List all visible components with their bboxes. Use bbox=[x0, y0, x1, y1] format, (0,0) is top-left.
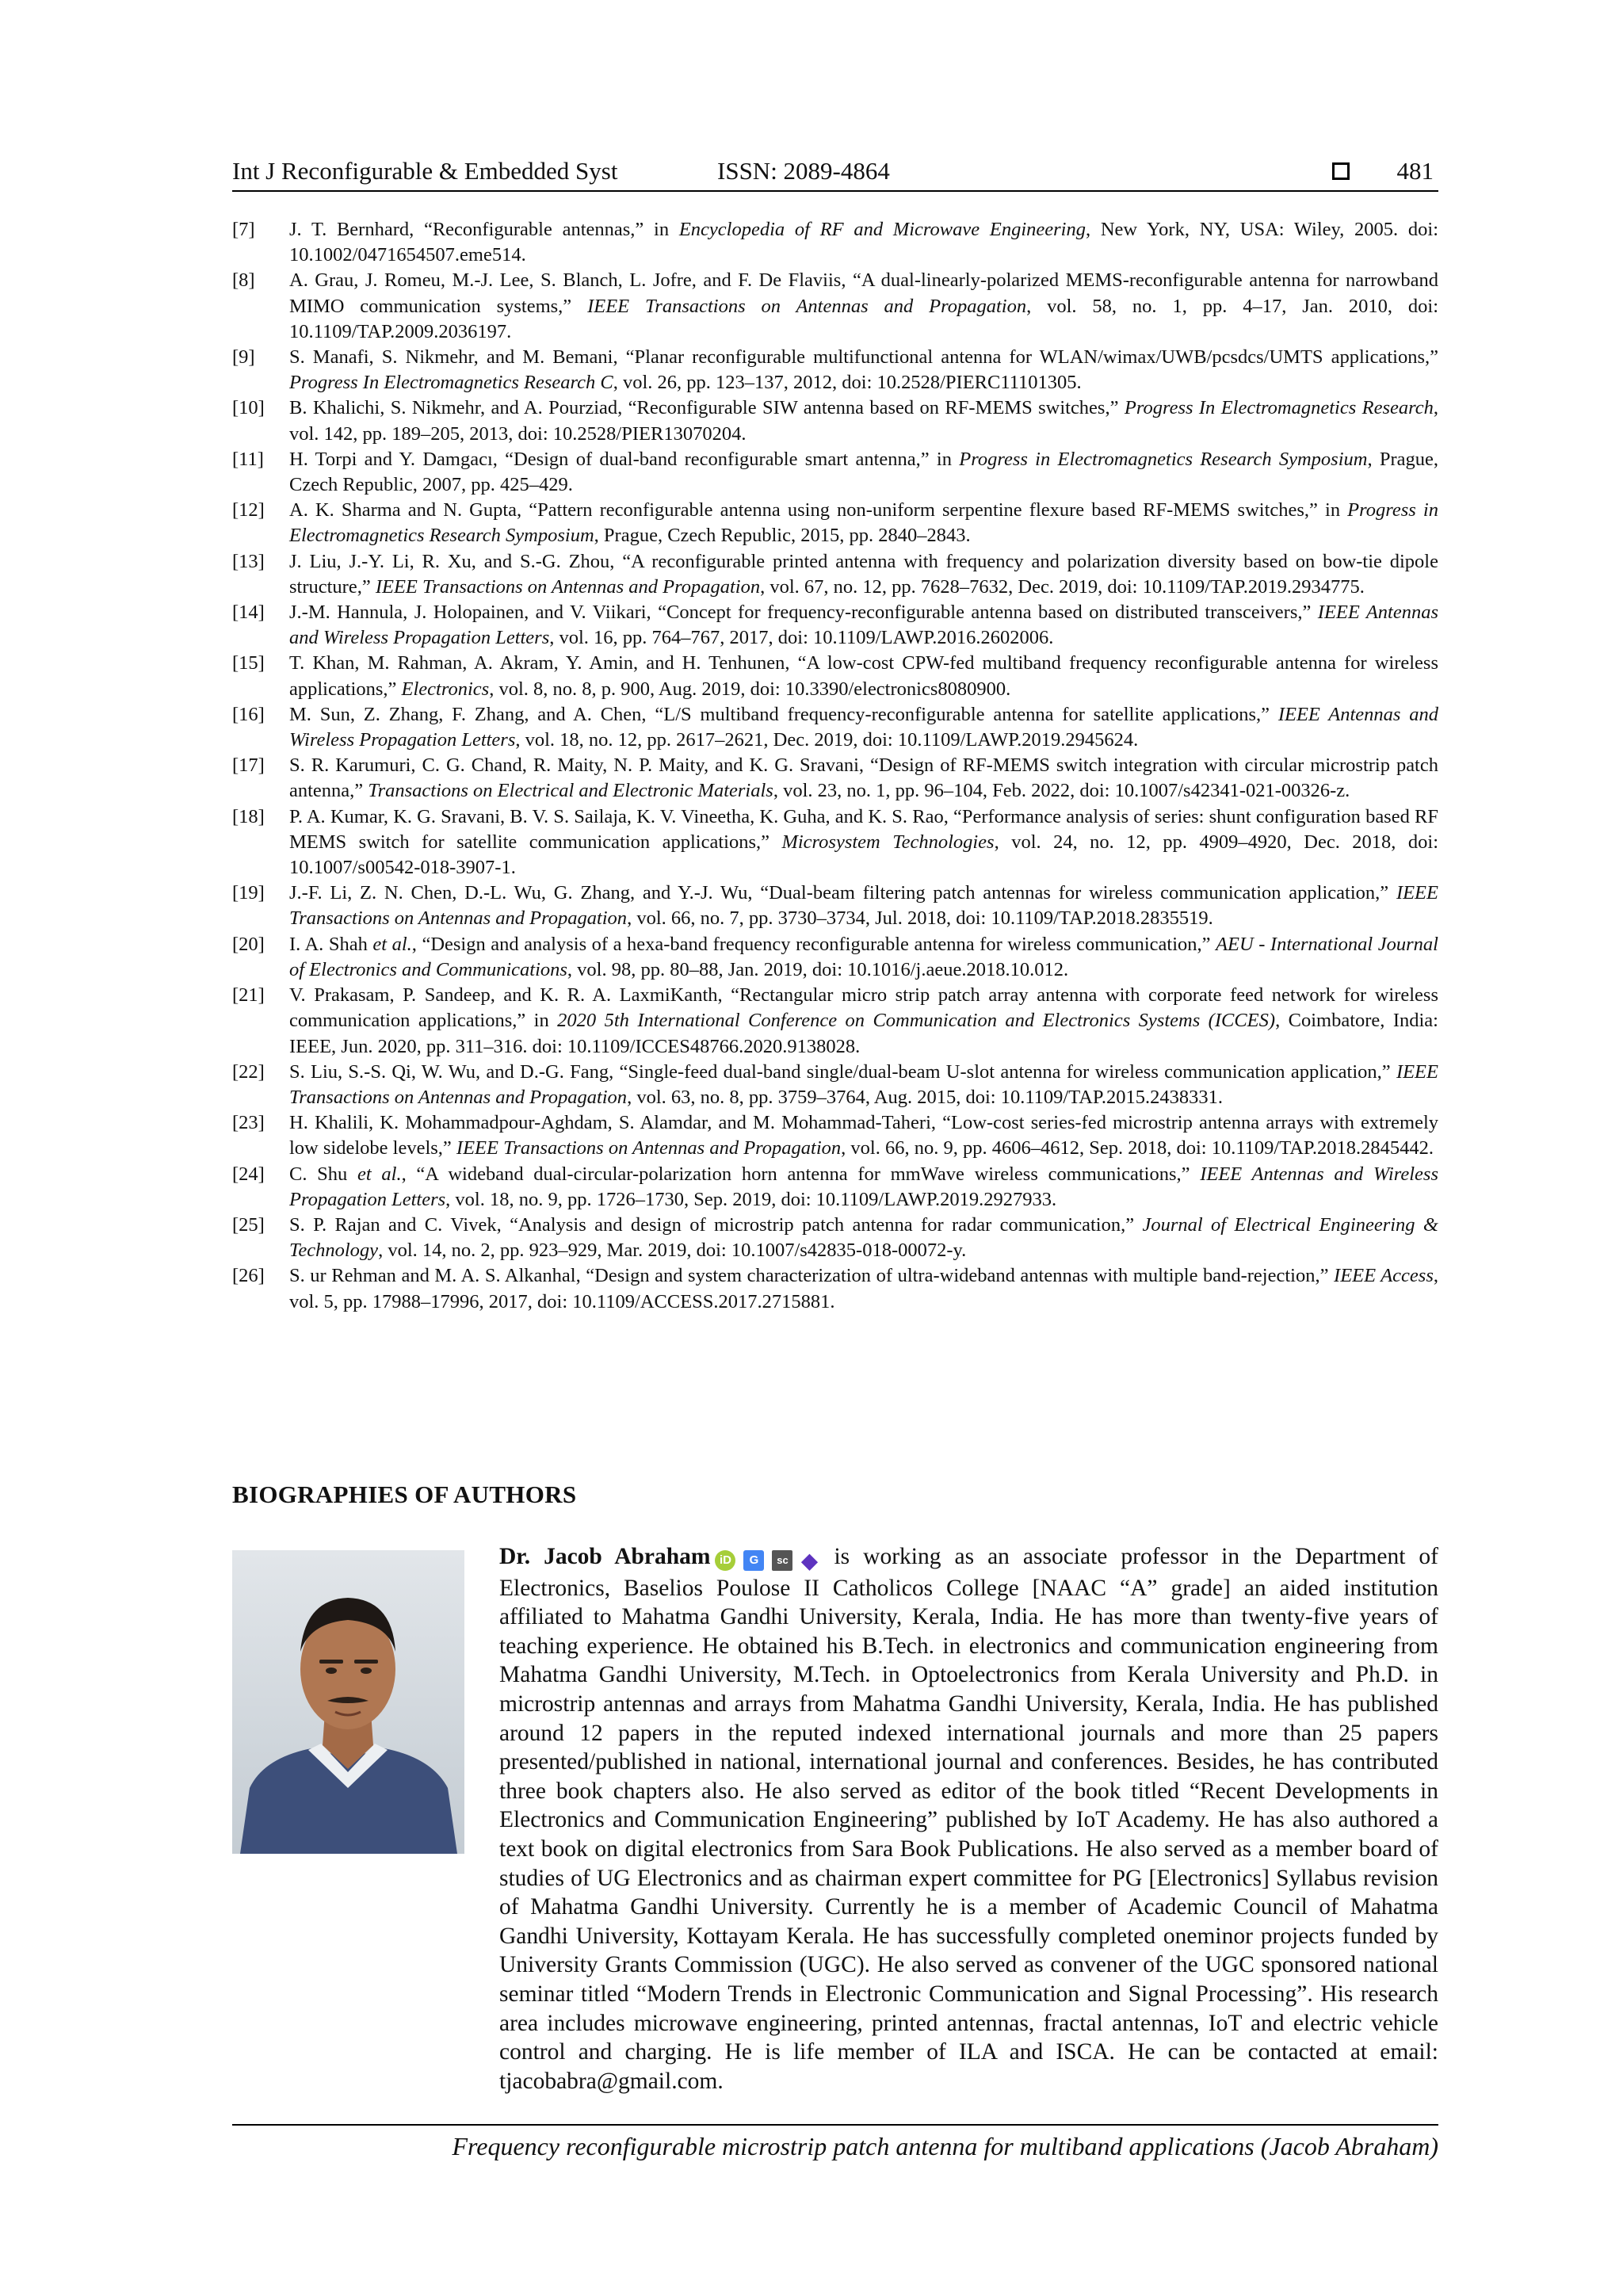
running-header bbox=[232, 155, 1438, 192]
reference-italic-segment: et al. bbox=[357, 1163, 402, 1185]
reference-segment: , Prague, Czech Republic, 2015, pp. 2840–2843. bbox=[594, 525, 971, 547]
reference-italic-segment: Journal of Electrical Engineering & Technology bbox=[289, 1213, 1438, 1262]
reference-number: [19] bbox=[232, 882, 265, 904]
reference-item bbox=[232, 395, 1438, 446]
reference-number: [9] bbox=[232, 346, 255, 369]
web-of-science-icon[interactable]: ◆ bbox=[801, 1549, 818, 1573]
orcid-icon[interactable]: iD bbox=[715, 1550, 735, 1571]
reference-item bbox=[232, 1110, 1438, 1161]
reference-segment: S. Liu, S.-S. Qi, W. Wu, and D.-G. Fang, “Single-feed dual-band single/dual-beam U-slot antenna for wireless communication application,” bbox=[289, 1060, 1396, 1083]
reference-segment: J. Liu, J.-Y. Li, R. Xu, and S.-G. Zhou, “A reconfigurable printed antenna with frequency and polarization diversity based on bow-tie dipole structure,” bbox=[289, 550, 1438, 598]
reference-italic-segment: Transactions on Electrical and Electronic Materials bbox=[368, 780, 773, 802]
reference-number: [22] bbox=[232, 1060, 265, 1083]
reference-italic-segment: Progress In Electromagnetics Research bbox=[1124, 397, 1434, 419]
reference-text bbox=[289, 753, 1438, 804]
section-heading: BIOGRAPHIES OF AUTHORS bbox=[232, 1480, 577, 1508]
reference-item bbox=[232, 651, 1438, 701]
reference-number: [17] bbox=[232, 755, 265, 777]
reference-number: [24] bbox=[232, 1163, 265, 1185]
scopus-icon[interactable]: sc bbox=[772, 1550, 792, 1571]
reference-list bbox=[232, 217, 1438, 1315]
reference-item bbox=[232, 345, 1438, 395]
reference-segment: S. Manafi, S. Nikmehr, and M. Bemani, “Planar reconfigurable multifunctional antenna for WLAN/wimax/UWB/pcsdcs/UMTS applications,” bbox=[289, 346, 1438, 369]
author-photo bbox=[232, 1550, 464, 1854]
reference-segment: , vol. 67, no. 12, pp. 7628–7632, Dec. 2019, doi: 10.1109/TAP.2019.2934775. bbox=[760, 575, 1365, 598]
reference-segment: , vol. 26, pp. 123–137, 2012, doi: 10.2528/PIERC11101305. bbox=[613, 372, 1082, 394]
reference-segment: S. P. Rajan and C. Vivek, “Analysis and design of microstrip patch antenna for radar communication,” bbox=[289, 1213, 1143, 1236]
reference-item bbox=[232, 1213, 1438, 1263]
reference-italic-segment: Microsystem Technologies bbox=[781, 831, 995, 853]
reference-italic-segment: Progress in Electromagnetics Research Symposium bbox=[959, 448, 1368, 470]
reference-segment: , “Design and analysis of a hexa-band frequency reconfigurable antenna for wireless communication,” bbox=[411, 933, 1216, 955]
reference-segment: , “A wideband dual-circular-polarization horn antenna for mmWave wireless communications,” bbox=[401, 1163, 1201, 1185]
reference-segment: M. Sun, Z. Zhang, F. Zhang, and A. Chen, “L/S multiband frequency-reconfigurable antenna for satellite applications,” bbox=[289, 703, 1278, 725]
reference-segment: V. Prakasam, P. Sandeep, and K. R. A. LaxmiKanth, “Rectangular micro strip patch array antenna with corporate feed network for wireless communication applications,” in bbox=[289, 984, 1438, 1032]
reference-segment: , vol. 8, no. 8, p. 900, Aug. 2019, doi: 10.3390/electronics8080900. bbox=[489, 678, 1011, 700]
reference-text bbox=[289, 268, 1438, 345]
reference-text bbox=[289, 447, 1438, 498]
reference-item bbox=[232, 1060, 1438, 1110]
reference-text bbox=[289, 932, 1438, 983]
reference-segment: J. T. Bernhard, “Reconfigurable antennas,” in bbox=[289, 219, 679, 240]
google-scholar-icon[interactable]: G bbox=[743, 1550, 764, 1571]
reference-item bbox=[232, 600, 1438, 651]
reference-italic-segment: IEEE Transactions on Antennas and Propagation bbox=[587, 295, 1027, 317]
reference-segment: H. Torpi and Y. Damgacı, “Design of dual-band reconfigurable smart antenna,” in bbox=[289, 448, 960, 470]
reference-segment: A. Grau, J. Romeu, M.-J. Lee, S. Blanch, L. Jofre, and F. De Flaviis, “A dual-linearly-polarized MEMS-reconfigurable antenna for narrowband MIMO communication systems,” bbox=[289, 269, 1438, 317]
reference-number: [11] bbox=[232, 448, 264, 470]
author-biography bbox=[499, 1542, 1438, 2095]
reference-italic-segment: IEEE Antennas and Wireless Propagation Letters bbox=[289, 602, 1438, 649]
author-name: Dr. Jacob Abraham bbox=[499, 1544, 711, 1569]
reference-item bbox=[232, 804, 1438, 881]
reference-text bbox=[289, 983, 1438, 1060]
reference-segment: , vol. 66, no. 9, pp. 4606–4612, Sep. 2018, doi: 10.1109/TAP.2018.2845442. bbox=[841, 1137, 1434, 1159]
reference-number: [15] bbox=[232, 652, 265, 674]
reference-segment: A. K. Sharma and N. Gupta, “Pattern reconfigurable antenna using non-uniform serpentine flexure based RF-MEMS switches,” in bbox=[289, 499, 1348, 521]
reference-text bbox=[289, 702, 1438, 753]
reference-item bbox=[232, 753, 1438, 804]
page-number: 481 bbox=[1396, 157, 1434, 185]
reference-text bbox=[289, 881, 1438, 931]
reference-italic-segment: Progress In Electromagnetics Research C bbox=[289, 372, 613, 394]
running-footer: Frequency reconfigurable microstrip patch antenna for multiband applications (Jacob Abraham) bbox=[452, 2132, 1438, 2160]
reference-segment: I. A. Shah bbox=[289, 933, 373, 955]
reference-text bbox=[289, 1263, 1438, 1314]
reference-number: [7] bbox=[232, 219, 255, 240]
reference-segment: J.-F. Li, Z. N. Chen, D.-L. Wu, G. Zhang, and Y.-J. Wu, “Dual-beam filtering patch antennas for wireless communication application,” bbox=[289, 882, 1396, 904]
reference-item bbox=[232, 881, 1438, 931]
reference-segment: S. ur Rehman and M. A. S. Alkanhal, “Design and system characterization of ultra-wideband antennas with multiple band-rejection,” bbox=[289, 1265, 1335, 1287]
reference-segment: , vol. 16, pp. 764–767, 2017, doi: 10.1109/LAWP.2016.2602006. bbox=[549, 627, 1054, 649]
reference-italic-segment: et al. bbox=[372, 933, 412, 955]
reference-text bbox=[289, 1213, 1438, 1263]
reference-text bbox=[289, 345, 1438, 395]
reference-item bbox=[232, 983, 1438, 1060]
issn: ISSN: 2089-4864 bbox=[717, 157, 890, 185]
square-bullet-icon bbox=[1332, 162, 1350, 180]
reference-segment: , vol. 14, no. 2, pp. 923–929, Mar. 2019, doi: 10.1007/s42835-018-00072-y. bbox=[378, 1240, 967, 1262]
reference-item bbox=[232, 1162, 1438, 1213]
reference-text bbox=[289, 1162, 1438, 1213]
reference-item bbox=[232, 268, 1438, 345]
reference-text bbox=[289, 804, 1438, 881]
reference-number: [18] bbox=[232, 805, 265, 827]
reference-number: [26] bbox=[232, 1265, 265, 1287]
footer-rule bbox=[232, 2124, 1438, 2126]
reference-number: [10] bbox=[232, 397, 265, 419]
reference-item bbox=[232, 932, 1438, 983]
reference-text bbox=[289, 1110, 1438, 1161]
reference-italic-segment: AEU - International Journal of Electronics and Communications bbox=[289, 933, 1438, 980]
reference-segment: , vol. 18, no. 9, pp. 1726–1730, Sep. 2019, doi: 10.1109/LAWP.2019.2927933. bbox=[445, 1188, 1057, 1210]
reference-number: [16] bbox=[232, 703, 265, 725]
reference-segment: T. Khan, M. Rahman, A. Akram, Y. Amin, and H. Tenhunen, “A low-cost CPW-fed multiband frequency reconfigurable antenna for wireless applications,” bbox=[289, 652, 1438, 700]
reference-segment: , vol. 142, pp. 189–205, 2013, doi: 10.2528/PIER13070204. bbox=[289, 397, 1438, 445]
reference-italic-segment: IEEE Transactions on Antennas and Propagation bbox=[375, 575, 761, 598]
reference-segment: , Prague, Czech Republic, 2007, pp. 425–429. bbox=[289, 448, 1439, 496]
reference-item bbox=[232, 1263, 1438, 1314]
reference-italic-segment: Encyclopedia of RF and Microwave Engineering bbox=[678, 219, 1086, 240]
reference-number: [12] bbox=[232, 499, 265, 521]
reference-segment: , vol. 98, pp. 80–88, Jan. 2019, doi: 10.1016/j.aeue.2018.10.012. bbox=[567, 958, 1069, 980]
reference-item bbox=[232, 549, 1438, 600]
reference-number: [8] bbox=[232, 269, 255, 292]
reference-segment: , vol. 5, pp. 17988–17996, 2017, doi: 10.1109/ACCESS.2017.2715881. bbox=[289, 1265, 1438, 1312]
reference-segment: P. A. Kumar, K. G. Sravani, B. V. S. Sailaja, K. V. Vineetha, K. Guha, and K. S. Rao, “Performance analysis of series: shunt configuration based RF MEMS switch for satellite communication applications,” bbox=[289, 805, 1438, 853]
reference-number: [14] bbox=[232, 602, 265, 624]
reference-text bbox=[289, 498, 1438, 548]
reference-text bbox=[289, 395, 1438, 446]
reference-text bbox=[289, 1060, 1438, 1110]
reference-number: [13] bbox=[232, 550, 265, 572]
journal-name: Int J Reconfigurable & Embedded Syst bbox=[232, 157, 618, 185]
reference-text bbox=[289, 651, 1438, 701]
reference-text bbox=[289, 549, 1438, 600]
reference-italic-segment: Electronics bbox=[401, 678, 490, 700]
reference-number: [25] bbox=[232, 1213, 265, 1236]
reference-item bbox=[232, 498, 1438, 548]
reference-segment: , vol. 23, no. 1, pp. 96–104, Feb. 2022, doi: 10.1007/s42341-021-00326-z. bbox=[773, 780, 1350, 802]
reference-segment: , Coimbatore, India: IEEE, Jun. 2020, pp. 311–316. doi: 10.1109/ICCES48766.2020.9138028. bbox=[289, 1010, 1438, 1057]
reference-number: [23] bbox=[232, 1112, 265, 1134]
reference-segment: H. Khalili, K. Mohammadpour-Aghdam, S. Alamdar, and M. Mohammad-Taheri, “Low-cost series-fed microstrip antenna arrays with extremely low sidelobe levels,” bbox=[289, 1112, 1438, 1159]
reference-item bbox=[232, 217, 1438, 268]
reference-segment: , vol. 24, no. 12, pp. 4909–4920, Dec. 2018, doi: 10.1007/s00542-018-3907-1. bbox=[289, 831, 1438, 879]
reference-number: [20] bbox=[232, 933, 265, 955]
reference-italic-segment: IEEE Transactions on Antennas and Propagation bbox=[456, 1137, 842, 1159]
reference-italic-segment: IEEE Transactions on Antennas and Propagation bbox=[289, 1060, 1438, 1108]
reference-segment: , vol. 66, no. 7, pp. 3730–3734, Jul. 2018, doi: 10.1109/TAP.2018.2835519. bbox=[627, 907, 1213, 930]
reference-segment: J.-M. Hannula, J. Holopainen, and V. Viikari, “Concept for frequency-reconfigurable antenna based on distributed transceivers,” bbox=[289, 602, 1318, 624]
reference-text bbox=[289, 600, 1438, 651]
reference-italic-segment: Progress in Electromagnetics Research Symposium bbox=[289, 499, 1438, 547]
reference-segment: , vol. 18, no. 12, pp. 2617–2621, Dec. 2019, doi: 10.1109/LAWP.2019.2945624. bbox=[515, 729, 1139, 751]
reference-text bbox=[289, 217, 1438, 268]
reference-italic-segment: IEEE Access bbox=[1334, 1265, 1434, 1287]
reference-item bbox=[232, 702, 1438, 753]
reference-italic-segment: IEEE Transactions on Antennas and Propagation bbox=[289, 882, 1438, 930]
reference-segment: B. Khalichi, S. Nikmehr, and A. Pourziad, “Reconfigurable SIW antenna based on RF-MEMS switches,” bbox=[289, 397, 1125, 419]
reference-item bbox=[232, 447, 1438, 498]
reference-segment: S. R. Karumuri, C. G. Chand, R. Maity, N. P. Maity, and K. G. Sravani, “Design of RF-MEMS switch integration with circular microstrip patch antenna,” bbox=[289, 755, 1438, 802]
reference-italic-segment: IEEE Antennas and Wireless Propagation Letters bbox=[289, 1163, 1438, 1210]
reference-italic-segment: IEEE Antennas and Wireless Propagation Letters bbox=[289, 703, 1438, 751]
reference-number: [21] bbox=[232, 984, 265, 1007]
biography-text: is working as an associate professor in the Department of Electronics, Baselios Poulose II Catholicos College [NAAC “A” grade] an aided institution affiliated to Mahatma Gandhi University, Kerala, India. He has more than twenty-five years of teaching experience. He obtained his B.Tech. in electronics and communication engineering from Mahatma Gandhi University, M.Tech. in Optoelectronics from Kerala University and Ph.D. in microstrip antennas and arrays from Mahatma Gandhi University, Kerala, India. He has published around 12 papers in the reputed indexed international journals and more than 25 papers presented/published in national, international journal and conferences. Besides, he has contributed three book chapters also. He also served as editor of the book titled “Recent Developments in Electronics and Communication Engineering” published by IoT Academy. He has also authored a text book on digital electronics from Sara Book Publications. He also served as a member board of studies of UG Electronics and as chairman expert committee for PG [Electronics] Syllabus revision of Mahatma Gandhi University. Currently he is a member of Academic Council of Mahatma Gandhi University, Kottayam Kerala. He has successfully completed oneminor projects funded by University Grants Commission (UGC). He also served as convener of the UGC sponsored national seminar titled “Modern Trends in Electronic Communication and Signal Processing”. His research area includes microwave engineering, printed antennas, fractal antennas, IoT and electric vehicle control and charging. He is life member of ILA and ISCA. He can be contacted at email: tjacobabra@gmail.com. bbox=[499, 1544, 1438, 2094]
reference-italic-segment: 2020 5th International Conference on Communication and Electronics Systems (ICCES) bbox=[557, 1010, 1276, 1032]
author-profile-badges bbox=[715, 1545, 826, 1574]
reference-segment: , New York, NY, USA: Wiley, 2005. doi: 10.1002/0471654507.eme514. bbox=[289, 219, 1439, 266]
reference-segment: , vol. 63, no. 8, pp. 3759–3764, Aug. 2015, doi: 10.1109/TAP.2015.2438331. bbox=[627, 1086, 1223, 1108]
reference-segment: C. Shu bbox=[289, 1163, 358, 1185]
author-portrait-image bbox=[232, 1550, 464, 1854]
reference-segment: , vol. 58, no. 1, pp. 4–17, Jan. 2010, doi: 10.1109/TAP.2009.2036197. bbox=[289, 295, 1438, 342]
